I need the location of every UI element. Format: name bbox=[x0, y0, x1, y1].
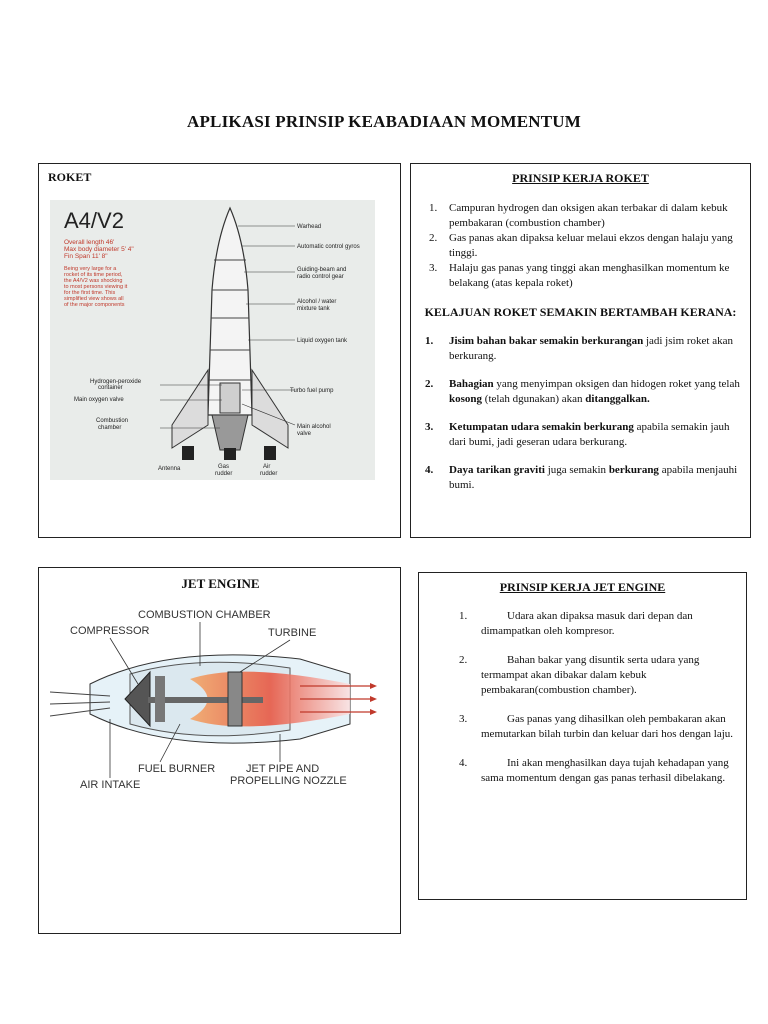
rocket-note: simplified view shows all bbox=[64, 296, 124, 302]
page-title: APLIKASI PRINSIP KEABADIAAN MOMENTUM bbox=[187, 112, 581, 131]
rocket-reasons-list bbox=[421, 334, 740, 493]
rocket-spec: Fin Span 11' 8" bbox=[64, 253, 108, 260]
rocket-note: to most persons viewing it bbox=[64, 284, 128, 290]
rocket-label: Main alcohol bbox=[297, 424, 331, 430]
rocket-note: the A4/V2 was shocking bbox=[64, 278, 123, 284]
rocket-box bbox=[38, 163, 401, 538]
rocket-label: rudder bbox=[215, 471, 233, 477]
compressor-label: COMPRESSOR bbox=[70, 625, 150, 637]
rocket-spec: Overall length 46' bbox=[64, 239, 115, 246]
rocket-principle-heading: PRINSIP KERJA ROKET bbox=[512, 171, 649, 185]
rocket-label: Combustion bbox=[96, 418, 129, 424]
rocket-note: of the major components bbox=[64, 302, 125, 308]
fuel-burner-label: FUEL BURNER bbox=[138, 763, 216, 775]
list-item: 3. Ketumpatan udara semakin berkurang apabila semakin jauh dari bumi, jadi geseran udara berkurang. bbox=[425, 421, 730, 448]
list-item: 1. Jisim bahan bakar semakin berkurangan jadi jsim roket akan berkurang. bbox=[425, 335, 733, 362]
rocket-label: container bbox=[98, 385, 123, 391]
jet-principle-box bbox=[418, 572, 747, 900]
rocket-label: Hydrogen-peroxide bbox=[90, 379, 142, 385]
jet-engine-box bbox=[38, 567, 401, 934]
rocket-heading: A4/V2 bbox=[64, 208, 124, 233]
list-item: 3. Gas panas yang dihasilkan oleh pembakaran akan memutarkan bilah turbin dan keluar dari hos dengan laju. bbox=[459, 713, 734, 740]
rocket-label: valve bbox=[297, 431, 312, 437]
rocket-label: mixture tank bbox=[297, 306, 330, 312]
jet-engine-diagram bbox=[50, 604, 380, 804]
rocket-label: Antenna bbox=[158, 466, 181, 472]
air-intake-label: AIR INTAKE bbox=[80, 779, 141, 791]
rocket-label: Turbo fuel pump bbox=[290, 388, 334, 394]
rocket-diagram bbox=[50, 200, 375, 480]
list-item: 2. Bahagian yang menyimpan oksigen dan hidogen roket yang telah kosong (telah dgunakan) akan ditanggalkan. bbox=[425, 378, 740, 405]
rocket-spec: Max body diameter 5' 4" bbox=[64, 246, 134, 253]
rocket-label: Automatic control gyros bbox=[297, 244, 360, 250]
turbine-label: TURBINE bbox=[268, 627, 317, 639]
list-item: 1. Udara akan dipaksa masuk dari depan dan dimampatkan oleh kompresor. bbox=[459, 610, 693, 637]
propelling-nozzle-label: PROPELLING NOZZLE bbox=[230, 775, 347, 787]
jet-principle-heading: PRINSIP KERJA JET ENGINE bbox=[499, 580, 666, 594]
rocket-box-label: ROKET bbox=[48, 170, 92, 184]
combustion-chamber-label: COMBUSTION CHAMBER bbox=[138, 609, 271, 621]
rocket-note: for the first time. This bbox=[64, 290, 116, 296]
list-item: 1. Campuran hydrogen dan oksigen akan terbakar di dalam kebuk pembakaran (combustion chamber) bbox=[429, 202, 728, 229]
rocket-label: Alcohol / water bbox=[297, 299, 337, 305]
rocket-label: Guiding-beam and bbox=[297, 267, 347, 273]
rocket-label: Main oxygen valve bbox=[74, 397, 124, 403]
rocket-note: Being very large for a bbox=[64, 266, 117, 272]
rocket-label: Liquid oxygen tank bbox=[297, 338, 348, 344]
jet-engine-label: JET ENGINE bbox=[181, 576, 260, 591]
jet-pipe-label: JET PIPE AND bbox=[246, 763, 320, 775]
rocket-label: Gas bbox=[218, 464, 230, 470]
rocket-speed-subheading: KELAJUAN ROKET SEMAKIN BERTAMBAH KERANA: bbox=[424, 305, 737, 319]
list-item: 2. Gas panas akan dipaksa keluar melaui ekzos dengan halaju yang tinggi. bbox=[429, 232, 733, 259]
list-item: 4. Ini akan menghasilkan daya tujah kehadapan yang sama momentum dengan gas panas terhasil dibelakang. bbox=[459, 757, 729, 784]
jet-principle-list bbox=[427, 609, 738, 786]
rocket-label: Warhead bbox=[297, 224, 322, 230]
rocket-note: rocket of its time period, bbox=[64, 272, 123, 278]
rocket-label: rudder bbox=[260, 471, 278, 477]
rocket-principle-box bbox=[410, 163, 751, 538]
rocket-label: radio control gear bbox=[297, 274, 344, 280]
list-item: 3. Halaju gas panas yang tinggi akan menghasilkan momentum ke belakang (atas kepala roket) bbox=[429, 262, 730, 289]
list-item: 4. Daya tarikan graviti juga semakin berkurang apabila menjauhi bumi. bbox=[425, 464, 738, 491]
list-item: 2. Bahan bakar yang disuntik serta udara yang termampat akan dibakar dalam kebuk pembakaran(combustion chamber). bbox=[459, 654, 700, 696]
rocket-principle-list bbox=[421, 201, 740, 291]
rocket-label: Air bbox=[263, 464, 271, 470]
rocket-label: chamber bbox=[98, 425, 122, 431]
